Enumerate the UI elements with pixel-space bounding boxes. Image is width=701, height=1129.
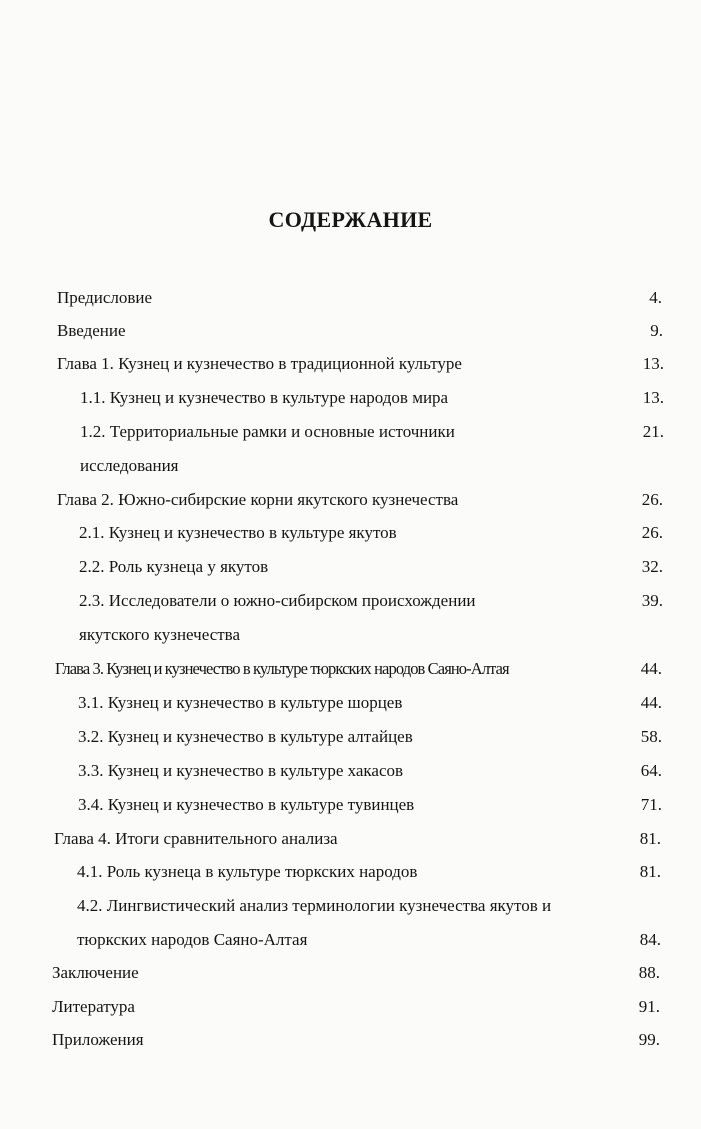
toc-entry-continuation: тюркских народов Саяно-Алтая bbox=[77, 930, 308, 949]
toc-entry-section-1-1: 1.1. Кузнец и кузнечество в культуре народов мира bbox=[80, 388, 449, 407]
toc-entry-conclusion: Заключение bbox=[52, 963, 139, 982]
toc-entry-section-2-1: 2.1. Кузнец и кузнечество в культуре якутов bbox=[79, 523, 397, 542]
toc-page-number: 13. bbox=[642, 354, 664, 373]
toc-page-number: 44. bbox=[640, 659, 662, 678]
toc-entry-section-4-2: 4.2. Лингвистический анализ терминологии кузнечества якутов и bbox=[77, 896, 552, 915]
toc-page-number: 64. bbox=[640, 761, 662, 780]
toc-entry-section-2-2: 2.2. Роль кузнеца у якутов bbox=[79, 557, 269, 576]
toc-entry-introduction: Введение bbox=[57, 321, 126, 340]
toc-page-number: 58. bbox=[640, 727, 662, 746]
toc-page-number: 39. bbox=[641, 591, 663, 610]
toc-entry-literature: Литература bbox=[52, 997, 135, 1016]
toc-page-number: 81. bbox=[639, 862, 661, 881]
toc-page-number: 4. bbox=[649, 288, 662, 307]
toc-page-number: 26. bbox=[641, 523, 663, 542]
toc-entry-section-3-4: 3.4. Кузнец и кузнечество в культуре тувинцев bbox=[78, 795, 415, 814]
toc-page-number: 21. bbox=[642, 422, 664, 441]
toc-entry-chapter-1: Глава 1. Кузнец и кузнечество в традиционной культуре bbox=[57, 354, 462, 373]
page-title: СОДЕРЖАНИЕ bbox=[268, 207, 433, 232]
toc-entry-section-3-2: 3.2. Кузнец и кузнечество в культуре алтайцев bbox=[78, 727, 413, 746]
toc-page-number: 91. bbox=[638, 997, 660, 1016]
toc-page-number: 88. bbox=[638, 963, 660, 982]
toc-entry-section-2-3: 2.3. Исследователи о южно-сибирском происхождении bbox=[79, 591, 476, 610]
toc-page-number: 84. bbox=[639, 930, 661, 949]
toc-page-number: 99. bbox=[638, 1030, 660, 1049]
toc-entry-chapter-3: Глава 3. Кузнец и кузнечество в культуре тюркских народов Саяно-Алтая bbox=[55, 659, 509, 678]
toc-page-number: 26. bbox=[641, 490, 663, 509]
toc-entry-continuation: исследования bbox=[80, 456, 179, 475]
toc-page-number: 81. bbox=[639, 829, 661, 848]
toc-entry-appendices: Приложения bbox=[52, 1030, 144, 1049]
toc-entry-section-4-1: 4.1. Роль кузнеца в культуре тюркских народов bbox=[77, 862, 418, 881]
toc-entry-preface: Предисловие bbox=[57, 288, 153, 307]
toc-page-number: 71. bbox=[640, 795, 662, 814]
toc-entry-continuation: якутского кузнечества bbox=[79, 625, 241, 644]
toc-page-number: 9. bbox=[650, 321, 663, 340]
toc-entry-section-3-3: 3.3. Кузнец и кузнечество в культуре хакасов bbox=[78, 761, 404, 780]
toc-page-number: 44. bbox=[640, 693, 662, 712]
toc-entry-section-3-1: 3.1. Кузнец и кузнечество в культуре шорцев bbox=[78, 693, 403, 712]
toc-entry-section-1-2: 1.2. Территориальные рамки и основные источники bbox=[80, 422, 455, 441]
toc-page-number: 32. bbox=[641, 557, 663, 576]
toc-entry-chapter-4: Глава 4. Итоги сравнительного анализа bbox=[54, 829, 338, 848]
toc-entry-chapter-2: Глава 2. Южно-сибирские корни якутского кузнечества bbox=[57, 490, 459, 509]
toc-page-number: 13. bbox=[642, 388, 664, 407]
